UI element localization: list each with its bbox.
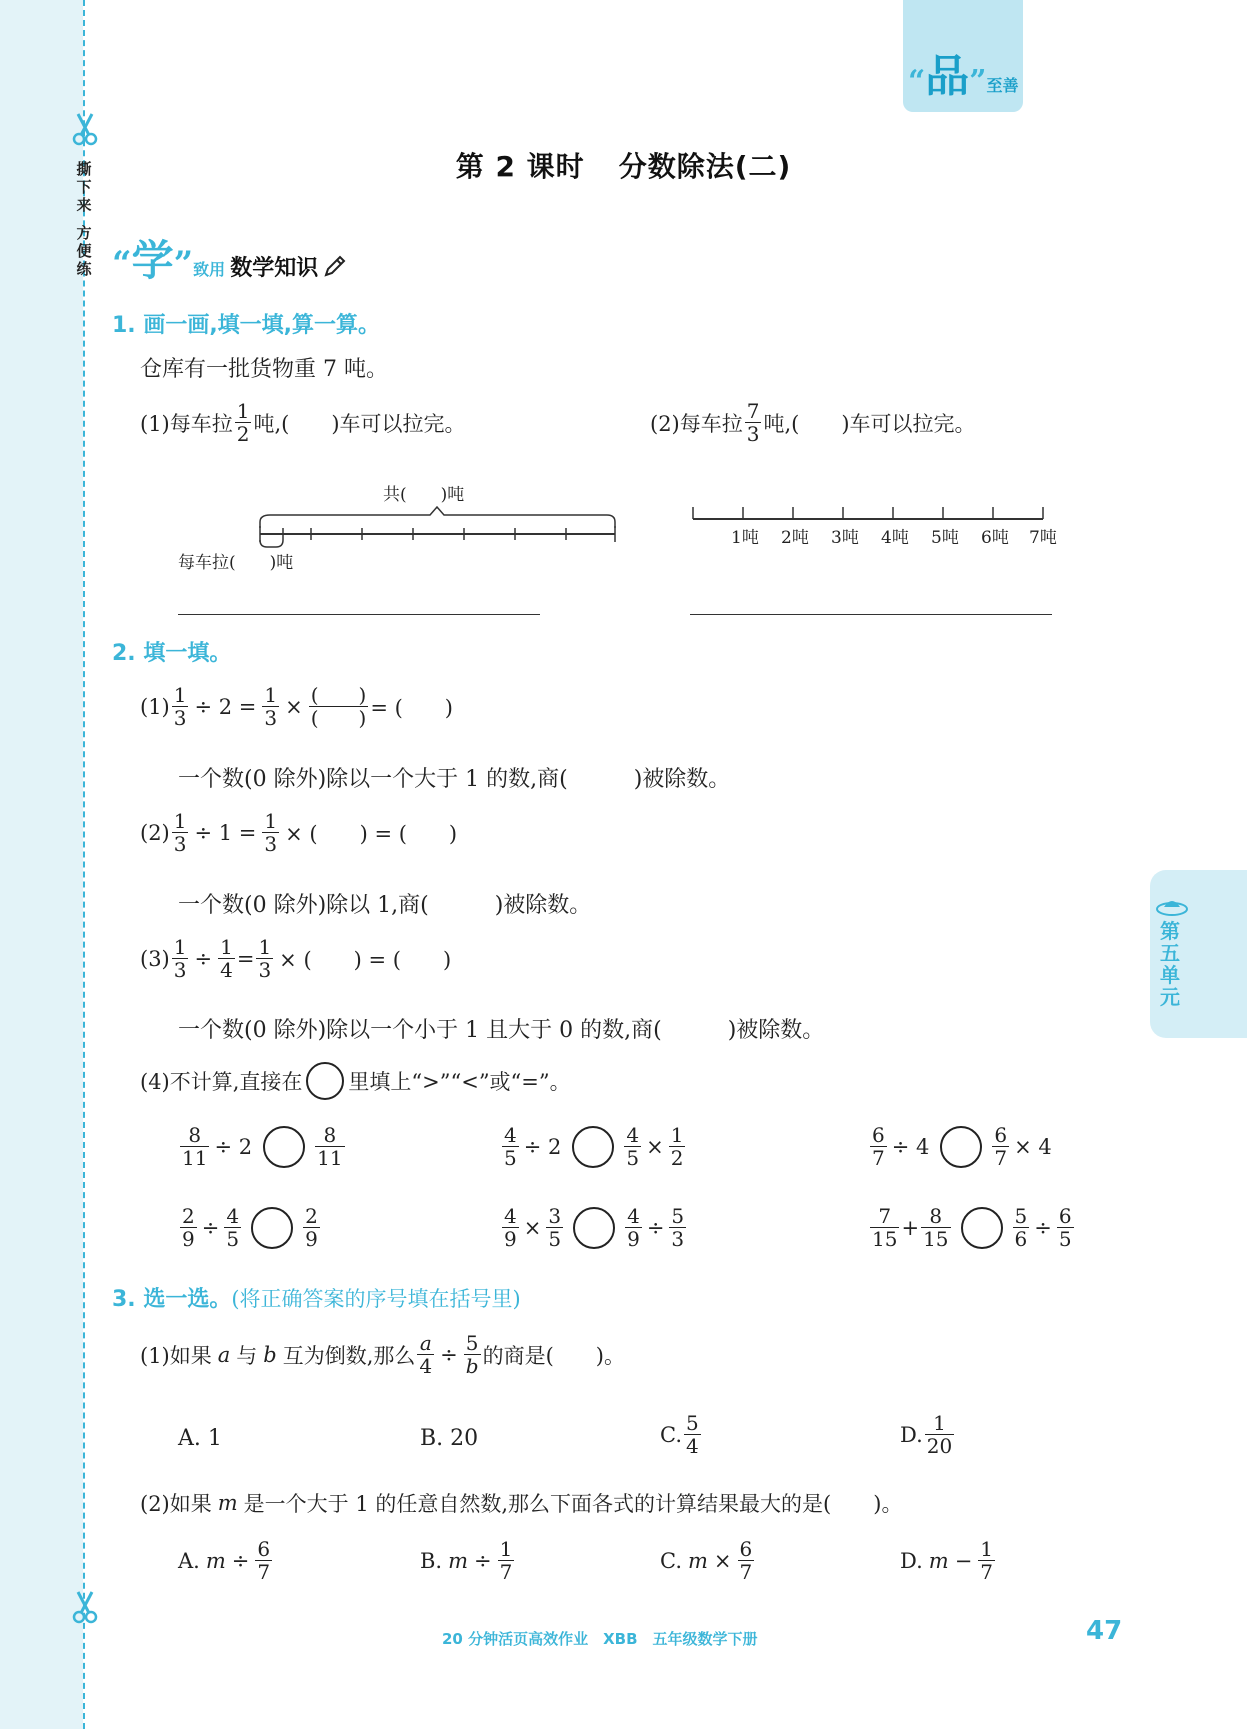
denominator: 5 (504, 1146, 517, 1170)
fraction (417, 1332, 434, 1377)
diagram1-total-label: 共( )吨 (383, 485, 465, 505)
numerator: 3 (548, 1204, 562, 1228)
numerator: 1 (258, 935, 272, 959)
unit-tab-label: 第五单元 (1160, 919, 1180, 1009)
fraction (870, 1205, 899, 1250)
denominator: 11 (317, 1146, 343, 1170)
tick-label: 3吨 (831, 528, 859, 548)
denominator: 4 (220, 958, 233, 982)
section-quote-open: “ (112, 244, 132, 284)
compare-item (500, 1124, 687, 1169)
badge-quote-close: ” (969, 64, 987, 99)
fraction (315, 1124, 344, 1169)
numerator: 7 (870, 1205, 899, 1228)
operator: ÷ 2 (214, 1134, 253, 1159)
badge-sub-text: 至善 (986, 76, 1019, 95)
fraction (669, 1205, 686, 1250)
operator: × (285, 694, 303, 719)
section-sub: 致用 (193, 260, 226, 279)
compare-circle[interactable] (573, 1207, 615, 1249)
denominator: 3 (258, 958, 272, 982)
scissors-icon-bottom (70, 1590, 100, 1624)
operator: = (236, 946, 255, 971)
denominator: 3 (173, 832, 187, 856)
q2-part2 (140, 810, 457, 855)
denominator: 7 (872, 1146, 885, 1170)
denominator: 3 (264, 706, 278, 730)
numerator: 8 (180, 1124, 209, 1147)
fraction (235, 400, 252, 445)
operator: ÷ (474, 1548, 492, 1573)
denominator: 4 (419, 1354, 433, 1378)
tick-label: 1吨 (731, 528, 759, 548)
section-title: 数学知识 (230, 256, 319, 281)
fraction (172, 810, 189, 855)
badge-quote-open: “ (908, 64, 926, 99)
numerator: 4 (627, 1204, 640, 1228)
fraction (978, 1538, 995, 1583)
fraction (256, 936, 273, 981)
denominator: 5 (226, 1227, 240, 1251)
fraction (925, 1412, 954, 1457)
option-label: D. (900, 1422, 923, 1447)
denominator: 3 (671, 1227, 685, 1251)
section-quote-close: ” (173, 244, 194, 284)
variable: m (205, 1548, 226, 1573)
numerator: 1 (499, 1537, 513, 1561)
denominator: 5 (1058, 1227, 1072, 1251)
operator: × (713, 1548, 732, 1573)
operator: ÷ (440, 1342, 458, 1367)
denominator: 2 (236, 422, 250, 446)
fraction (464, 1332, 481, 1377)
numerator: 4 (504, 1123, 517, 1147)
option-c[interactable] (660, 1538, 756, 1583)
fraction (218, 936, 235, 981)
fraction (1013, 1205, 1030, 1250)
operator: ÷ (646, 1215, 665, 1240)
fraction (745, 400, 762, 445)
result-blank[interactable]: × ( ) = ( ) (279, 947, 452, 972)
fraction (224, 1205, 241, 1250)
option-label: A. (178, 1548, 200, 1573)
numerator: 2 (182, 1204, 195, 1228)
denominator: 5 (548, 1227, 562, 1251)
denominator: 15 (923, 1227, 949, 1251)
fraction (1057, 1205, 1074, 1250)
part-label: (1) (140, 694, 170, 719)
option-a[interactable] (178, 1538, 274, 1583)
fraction (992, 1124, 1009, 1169)
part-label: (2) (140, 820, 170, 845)
operator: ÷ 4 (891, 1134, 930, 1159)
answer-line-2[interactable] (690, 614, 1052, 615)
section-main-char: 学 (131, 236, 174, 285)
numerator: 1 (173, 809, 187, 833)
denominator: 3 (173, 706, 187, 730)
q3-header-text: 3. 选一选。 (112, 1287, 232, 1312)
denominator: 5 (626, 1146, 640, 1170)
compare-circle[interactable] (961, 1207, 1003, 1249)
compare-circle[interactable] (263, 1126, 305, 1168)
numerator: 5 (686, 1411, 699, 1435)
fraction (625, 1205, 642, 1250)
q2-p2-rule: 一个数(0 除外)除以 1,商( )被除数。 (178, 893, 592, 918)
denominator: 20 (926, 1434, 953, 1458)
denominator: 7 (499, 1560, 513, 1584)
q2-header: 2. 填一填。 (112, 641, 232, 666)
result-blank[interactable]: × ( ) = ( ) (285, 821, 458, 846)
tick-label: 4吨 (881, 528, 909, 548)
numerator: 6 (257, 1537, 271, 1561)
option-a[interactable]: A. 1 (178, 1426, 222, 1451)
compare-item (500, 1205, 688, 1250)
denominator-blank[interactable]: ( ) (310, 706, 367, 730)
q2-part4 (140, 1062, 571, 1100)
fraction (262, 684, 279, 729)
compare-item (868, 1124, 1055, 1169)
fraction (624, 1124, 641, 1169)
compare-item (868, 1205, 1076, 1250)
fraction (262, 810, 279, 855)
q3-p1-prefix: (1)如果 (140, 1343, 212, 1368)
q1-header: 1. 画一画,填一填,算一算。 (112, 313, 381, 338)
numerator: 8 (921, 1205, 950, 1228)
numerator: 1 (220, 935, 233, 959)
tick-label: 7吨 (1029, 528, 1057, 548)
q3-part2 (140, 1488, 902, 1518)
scissors-icon (70, 112, 100, 146)
numerator: 1 (264, 809, 278, 833)
q3-header (112, 1282, 521, 1313)
q2-p3-rule: 一个数(0 除外)除以一个小于 1 且大于 0 的数,商( )被除数。 (178, 1018, 825, 1043)
option-label: B. (420, 1548, 443, 1573)
operator: ÷ 2 = (194, 694, 257, 719)
option-b[interactable] (420, 1538, 516, 1583)
q2-part1 (140, 684, 453, 729)
option-b[interactable]: B. 20 (420, 1426, 479, 1451)
denominator: 7 (739, 1560, 753, 1584)
numerator: 5 (671, 1204, 685, 1228)
operator: ÷ (231, 1548, 250, 1573)
denominator: 9 (627, 1227, 640, 1251)
q1-part2 (650, 400, 976, 445)
fraction (502, 1124, 519, 1169)
q3-p2-suffix: 是一个大于 1 的任意自然数,那么下面各式的计算结果最大的是( )。 (243, 1492, 903, 1516)
footer-text: 20 分钟活页高效作业 XBB 五年级数学下册 (442, 1630, 758, 1648)
numerator: 7 (746, 399, 760, 423)
q3-p1-suffix: 的商是( )。 (482, 1343, 625, 1368)
numerator: 1 (980, 1537, 994, 1561)
variable: m (688, 1548, 708, 1573)
variable: m (928, 1548, 949, 1573)
numerator: 4 (626, 1123, 640, 1147)
numerator: 6 (994, 1123, 1008, 1147)
numerator: 1 (925, 1412, 954, 1435)
tick-label: 5吨 (931, 528, 959, 548)
result-blank[interactable]: = ( ) (370, 695, 454, 720)
denominator: 7 (980, 1560, 994, 1584)
option-d[interactable] (900, 1412, 956, 1457)
option-label: C. (660, 1422, 682, 1447)
denominator: 3 (746, 422, 760, 446)
number-line-diagram-2 (688, 505, 1048, 525)
tick-label: 2吨 (781, 528, 809, 548)
compare-circle[interactable] (572, 1126, 614, 1168)
denominator: 7 (257, 1560, 271, 1584)
denominator: 3 (264, 832, 278, 856)
denominator: 6 (1014, 1227, 1028, 1251)
q3-header-note: (将正确答案的序号填在括号里) (231, 1287, 521, 1311)
option-c[interactable] (660, 1412, 703, 1457)
variable: m (217, 1491, 238, 1515)
pencil-icon (323, 254, 347, 278)
badge-logo (908, 40, 1019, 104)
denominator: 15 (872, 1227, 898, 1251)
q1-p2-suffix: 吨,( )车可以拉完。 (763, 411, 976, 436)
numerator-blank[interactable]: ( ) (310, 683, 367, 707)
numerator: 1 (670, 1123, 684, 1147)
option-label: C. (660, 1548, 682, 1573)
denominator: 9 (504, 1227, 517, 1251)
operator: × (646, 1134, 664, 1159)
q3-p1-text: 与 (236, 1343, 258, 1368)
fraction (502, 1205, 519, 1250)
q1-p2-prefix: (2)每车拉 (650, 411, 743, 436)
numerator: 1 (264, 683, 278, 707)
unit-emblem-icon (1155, 895, 1189, 917)
numerator: 1 (173, 683, 187, 707)
variable: b (263, 1342, 277, 1367)
numerator: 4 (504, 1204, 517, 1228)
fraction (684, 1412, 701, 1457)
denominator: b (465, 1354, 479, 1378)
q2-p1-rule: 一个数(0 除外)除以一个大于 1 的数,商( )被除数。 (178, 767, 731, 792)
tick-label: 6吨 (981, 528, 1009, 548)
operator: ÷ (201, 1215, 220, 1240)
denominator: 9 (305, 1227, 318, 1251)
variable: a (217, 1342, 231, 1367)
fraction (180, 1205, 197, 1250)
denominator: 11 (182, 1146, 208, 1170)
q1-p1-prefix: (1)每车拉 (140, 411, 233, 436)
q2-p4-suffix: 里填上“>”“<”或“=”。 (348, 1070, 571, 1094)
q1-intro: 仓库有一批货物重 7 吨。 (140, 357, 388, 382)
compare-item (178, 1205, 322, 1250)
numerator: 6 (739, 1537, 753, 1561)
numerator: 6 (872, 1123, 885, 1147)
q1-part1 (140, 400, 466, 445)
denominator: 9 (182, 1227, 195, 1251)
q3-part1 (140, 1332, 625, 1377)
option-d[interactable] (900, 1538, 997, 1583)
variable: m (448, 1548, 469, 1573)
numerator: a (417, 1332, 434, 1355)
diagram1-each-label: 每车拉( )吨 (178, 553, 294, 573)
fraction (870, 1124, 887, 1169)
badge-main-char: 品 (925, 51, 970, 102)
numerator: 4 (226, 1204, 240, 1228)
answer-line-1[interactable] (178, 614, 540, 615)
numerator: 6 (1058, 1204, 1072, 1228)
operator: ÷ 2 (523, 1134, 562, 1159)
numerator: 5 (464, 1332, 481, 1355)
practice-label: 方便练 (76, 224, 92, 278)
fraction (669, 1124, 686, 1169)
denominator: 7 (994, 1146, 1008, 1170)
fraction (498, 1538, 515, 1583)
section-header (112, 228, 347, 288)
q2-p4-prefix: (4)不计算,直接在 (140, 1070, 303, 1094)
segment-diagram-1 (255, 500, 620, 552)
q3-p2-prefix: (2)如果 (140, 1492, 212, 1516)
operator: × (523, 1215, 542, 1240)
fraction (180, 1124, 209, 1169)
numerator: 1 (236, 399, 250, 423)
denominator: 3 (173, 958, 187, 982)
q3-p1-text: 互为倒数,那么 (282, 1343, 416, 1368)
numerator: 2 (305, 1204, 318, 1228)
fraction (255, 1538, 272, 1583)
denominator: 4 (686, 1434, 699, 1458)
compare-circle-icon (306, 1062, 344, 1100)
numerator: 1 (173, 935, 187, 959)
q2-part3 (140, 936, 451, 981)
operator: ÷ (1034, 1215, 1052, 1240)
compare-item (178, 1124, 347, 1169)
operator: × 4 (1014, 1134, 1052, 1159)
numerator: 8 (315, 1124, 344, 1147)
denominator: 2 (670, 1146, 684, 1170)
operator: − (954, 1548, 973, 1573)
fraction (738, 1538, 755, 1583)
page-number: 47 (1086, 1616, 1123, 1646)
page-title (0, 145, 1247, 185)
compare-circle[interactable] (940, 1126, 982, 1168)
fraction (172, 936, 189, 981)
lesson-number: 第 2 课时 (455, 150, 585, 183)
tear-label: 撕下来 (76, 160, 92, 214)
operator: + (901, 1215, 920, 1240)
fraction (921, 1205, 950, 1250)
q1-p1-suffix: 吨,( )车可以拉完。 (253, 411, 466, 436)
operator: ÷ (194, 946, 213, 971)
compare-circle[interactable] (251, 1207, 293, 1249)
operator: ÷ 1 = (194, 820, 257, 845)
left-tear-strip (0, 0, 83, 1729)
fraction (546, 1205, 563, 1250)
blank-fraction[interactable] (309, 684, 369, 729)
fraction (303, 1205, 320, 1250)
lesson-topic: 分数除法(二) (618, 150, 792, 183)
fraction (172, 684, 189, 729)
numerator: 5 (1014, 1204, 1028, 1228)
option-label: D. (900, 1548, 923, 1573)
part-label: (3) (140, 946, 170, 971)
